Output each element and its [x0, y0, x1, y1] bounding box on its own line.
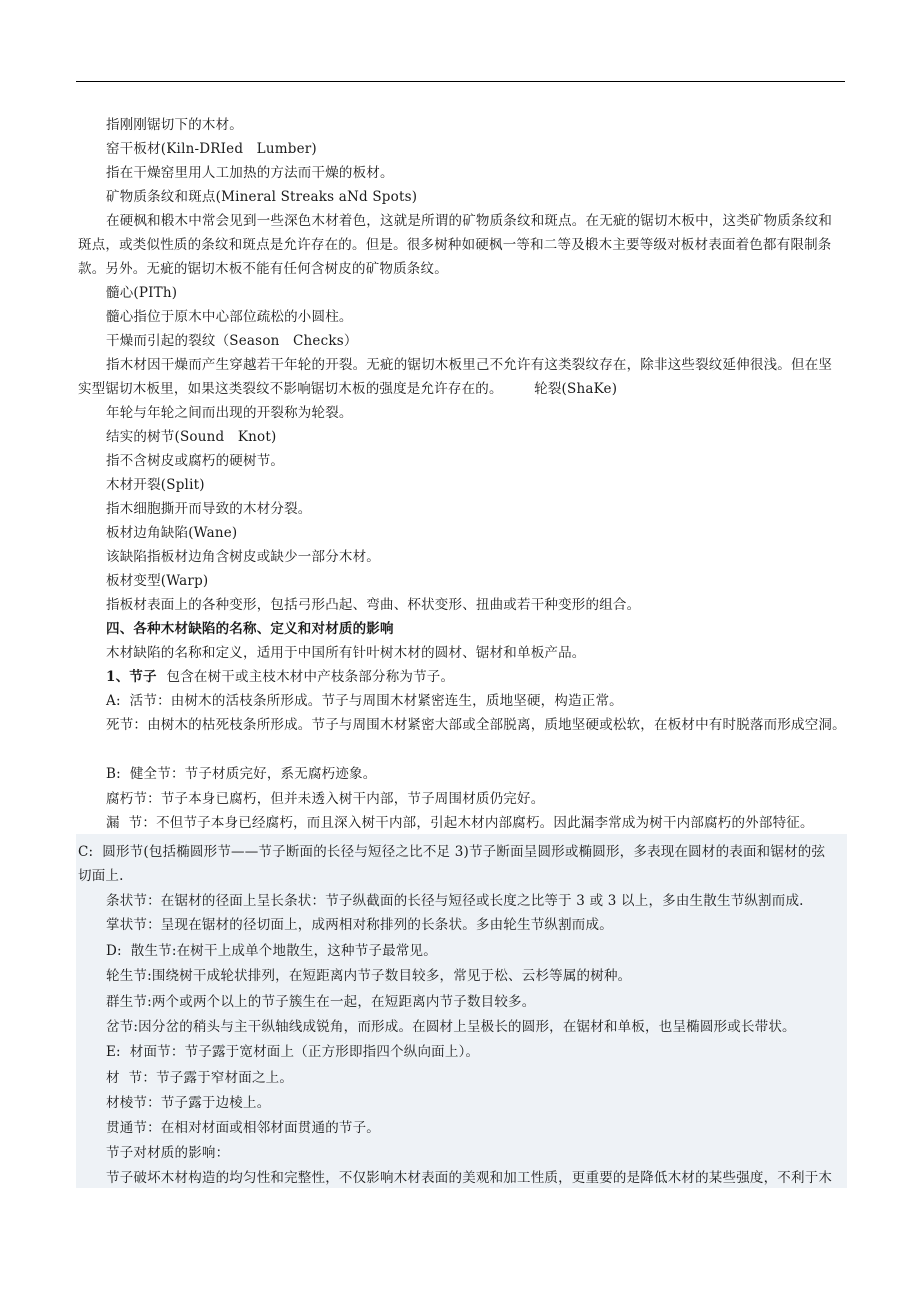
text-line: 在硬枫和椴木中常会见到一些深色木材着色，这就是所谓的矿物质条纹和斑点。在无疵的锯切木板中，这类矿物质条纹和	[106, 213, 833, 229]
text-line: 木材缺陷的名称和定义，适用于中国所有针叶树木材的圆材、锯材和单板产品。	[106, 645, 586, 661]
text-line: 髓心指位于原木中心部位疏松的小圆柱。	[106, 309, 353, 325]
text-line: 死节：由树木的枯死枝条所形成。节子与周围木材紧密大部或全部脱离，质地坚硬或松软，在板材中有时脱落而形成空洞。	[106, 717, 846, 733]
text-line: 指在干燥窑里用人工加热的方法而干燥的板材。	[106, 165, 394, 181]
text-line: E: 材面节：节子露于宽材面上（正方形即指四个纵向面上）。	[106, 1044, 480, 1060]
text-line: 节子破坏木材构造的均匀性和完整性，不仅影响木材表面的美观和加工性质，更重要的是降低木材的某些强度，不利于木	[106, 1170, 833, 1186]
text-line: A: 活节：由树木的活枝条所形成。节子与周围木材紧密连生，质地坚硬，构造正常。	[106, 693, 623, 709]
text-line: 群生节:两个或两个以上的节子簇生在一起，在短距离内节子数目较多。	[106, 994, 536, 1010]
text-line: 材 节：节子露于窄材面之上。	[106, 1070, 294, 1086]
text-line: 指木细胞撕开而导致的木材分裂。	[106, 501, 312, 517]
text-line: 指木材因干燥而产生穿越若干年轮的开裂。无疵的锯切木板里己不允许有这类裂纹存在，除非这些裂纹延伸很浅。但在坚	[106, 357, 833, 373]
section-heading: 四、各种木材缺陷的名称、定义和对材质的影响	[106, 621, 394, 637]
text-line: 条状节：在锯材的径面上呈长条状：节子纵截面的长径与短径或长度之比等于 3 或 3 以上，多由生散生节纵割而成.	[106, 893, 804, 909]
term-heading: 矿物质条纹和斑点(Mineral Streaks aNd Spots)	[106, 189, 418, 205]
term-heading: 窑干板材(Kiln-DRIed Lumber)	[106, 141, 317, 157]
text-line: 掌状节：呈现在锯材的径切面上，成两相对称排列的长条状。多由轮生节纵割而成。	[106, 917, 613, 933]
term-heading: 板材边角缺陷(Wane)	[106, 525, 238, 541]
text-line: 指不含树皮或腐朽的硬树节。	[106, 453, 285, 469]
text-line: 切面上.	[78, 868, 124, 884]
term-heading: 木材开裂(Split)	[106, 477, 205, 493]
text-line: 指板材表面上的各种变形，包括弓形凸起、弯曲、杯状变形、扭曲或若干种变形的组合。	[106, 597, 641, 613]
text-line: 年轮与年轮之间而出现的开裂称为轮裂。	[106, 405, 353, 421]
term-heading: 干燥而引起的裂纹（Season Checks）	[106, 333, 358, 349]
term-heading: 结实的树节(Sound Knot)	[106, 429, 277, 445]
text-line: D: 散生节:在树干上成单个地散生，这种节子最常见。	[106, 943, 437, 959]
text-line: 包含在树干或主枝木材中产枝条部分称为节子。	[162, 669, 455, 685]
text-line: 材棱节：节子露于边棱上。	[106, 1095, 271, 1111]
subsection-heading: 1、节子	[106, 669, 157, 685]
text-line: 该缺陷指板材边角含树皮或缺少一部分木材。	[106, 549, 380, 565]
text-line: 指刚刚锯切下的木材。	[106, 117, 243, 133]
text-line: 岔节:因分岔的稍头与主干纵轴线成锐角，而形成。在圆材上呈极长的圆形，在锯材和单板，也呈椭圆形或长带状。	[106, 1019, 796, 1035]
term-heading: 板材变型(Warp)	[106, 573, 209, 589]
text-line: 款。另外。无疵的锯切木板不能有任何含树皮的矿物质条纹。	[78, 261, 448, 277]
text-line: 漏 节：不但节子本身已经腐朽，而且深入树干内部，引起木材内部腐朽。因此漏李常成为树干内部腐朽的外部特征。	[106, 815, 814, 831]
text-line: 贯通节：在相对材面或相邻材面贯通的节子。	[106, 1120, 380, 1136]
text-line: 实型锯切木板里，如果这类裂纹不影响锯切木板的强度是允许存在的。 轮裂(ShaKe)	[78, 381, 618, 397]
term-heading: 髓心(PITh)	[106, 285, 178, 301]
text-line: 节子对材质的影响：	[106, 1145, 230, 1161]
text-line: 斑点，或类似性质的条纹和斑点是允许存在的。但是。很多树种如硬枫一等和二等及椴木主要等级对板材表面着色都有限制条	[78, 237, 832, 253]
header-rule	[76, 81, 845, 82]
text-line: 腐朽节：节子本身已腐朽，但并未透入树干内部，节子周围材质仍完好。	[106, 791, 545, 807]
text-line: 轮生节:围绕树干成轮状排列，在短距离内节子数目较多，常见于松、云杉等属的树种。	[106, 968, 632, 984]
text-line: B: 健全节：节子材质完好，系无腐朽迹象。	[106, 766, 377, 782]
text-line: C: 圆形节(包括椭圆形节——节子断面的长径与短径之比不足 3)节子断面呈圆形或椭圆形，多表现在圆材的表面和锯材的弦	[78, 844, 826, 860]
